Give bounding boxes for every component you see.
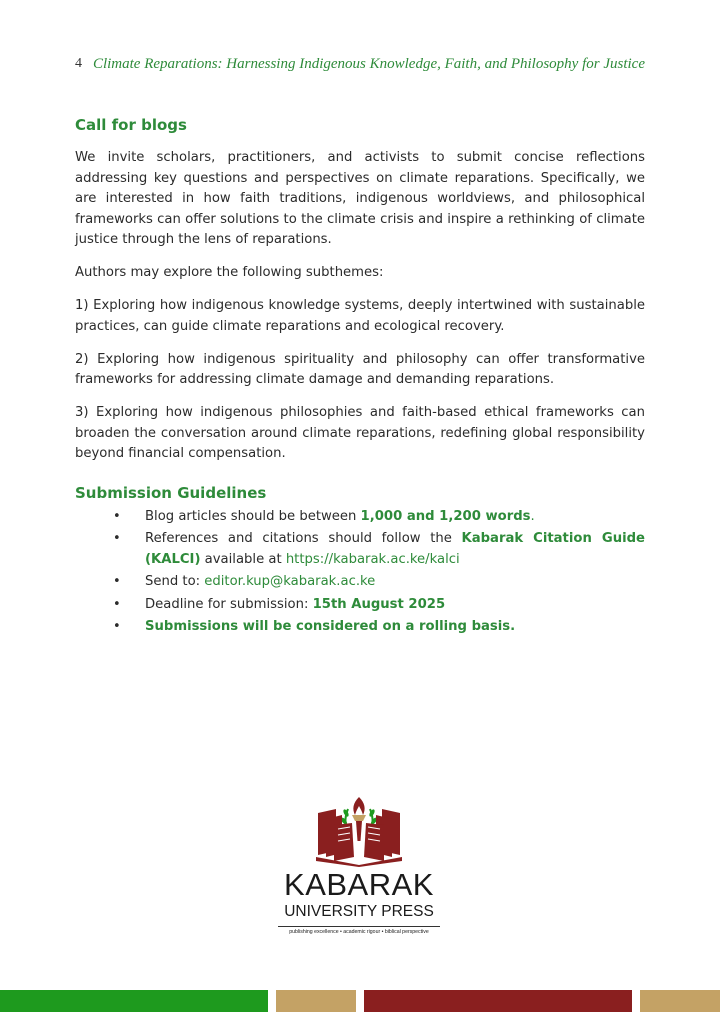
intro-paragraph: We invite scholars, practitioners, and activists to submit concise reflections addressing key questions and perspectives on climate reparations. Specifically, we are interested in how faith traditions, indigenous worldviews, and philosophical frameworks can offer solutions to the climate crisis and inspire a rethinking of climate justice through the lens of reparations. [75, 150, 645, 247]
logo-press: UNIVERSITY PRESS [284, 903, 434, 920]
submission-guidelines-heading: Submission Guidelines [75, 483, 267, 502]
call-for-blogs-heading: Call for blogs [75, 116, 187, 134]
bullet: • [113, 596, 121, 612]
citation-guide-name: Kabarak Citation Guide (KALCI) [145, 531, 645, 567]
logo-tagline: publishing excellence • academic rigour • biblical perspective [278, 926, 440, 935]
subtheme-2: 2) Exploring how indigenous spirituality and philosophy can offer transformative frameworks for addressing climate damage and demanding reparations. [75, 351, 645, 387]
guideline-citation: • References and citations should follow the Kabarak Citation Guide (KALCI) available at https://kabarak.ac.ke/kalci [113, 531, 645, 567]
page-number: 4 [75, 56, 82, 71]
citation-guide-link[interactable]: https://kabarak.ac.ke/kalci [285, 551, 460, 567]
footer-bar-maroon [364, 990, 632, 1012]
footer-bar-green [0, 990, 268, 1012]
book-torch-emblem [308, 795, 410, 867]
subtheme-1: 1) Exploring how indigenous knowledge systems, deeply intertwined with sustainable practices, can guide climate reparations and ecological recovery. [75, 298, 645, 334]
subtheme-3: 3) Exploring how indigenous philosophies and faith-based ethical frameworks can broaden the conversation around climate reparations, redefining global responsibility beyond financial compensation. [75, 405, 645, 461]
bullet: • [113, 574, 121, 589]
guideline-deadline: • Deadline for submission: 15th August 2025 [75, 595, 645, 616]
running-title: Climate Reparations: Harnessing Indigenous Knowledge, Faith, and Philosophy for Justice [92, 56, 645, 72]
bullet: • [113, 508, 121, 524]
subthemes-intro: Authors may explore the following subthemes: [75, 265, 384, 280]
bullet: • [113, 531, 121, 546]
guidelines-list [75, 507, 645, 638]
kabarak-press-logo [278, 795, 440, 940]
page-header [75, 56, 645, 78]
guideline-word-count: • Blog articles should be between 1,000 and 1,200 words. [75, 507, 645, 528]
guideline-rolling-basis: • Submissions will be considered on a rolling basis. [75, 617, 645, 638]
footer-bar-tan-2 [640, 990, 720, 1012]
guideline-send-to: • Send to: editor.kup@kabarak.ac.ke [75, 572, 645, 593]
bullet: • [113, 619, 121, 634]
footer-bar-tan-1 [276, 990, 356, 1012]
word-count-value: 1,000 and 1,200 words [360, 508, 531, 524]
deadline-date: 15th August 2025 [312, 596, 446, 612]
submission-email-link[interactable]: editor.kup@kabarak.ac.ke [204, 574, 376, 589]
main-content [75, 115, 645, 640]
logo-name: KABARAK [284, 867, 434, 902]
